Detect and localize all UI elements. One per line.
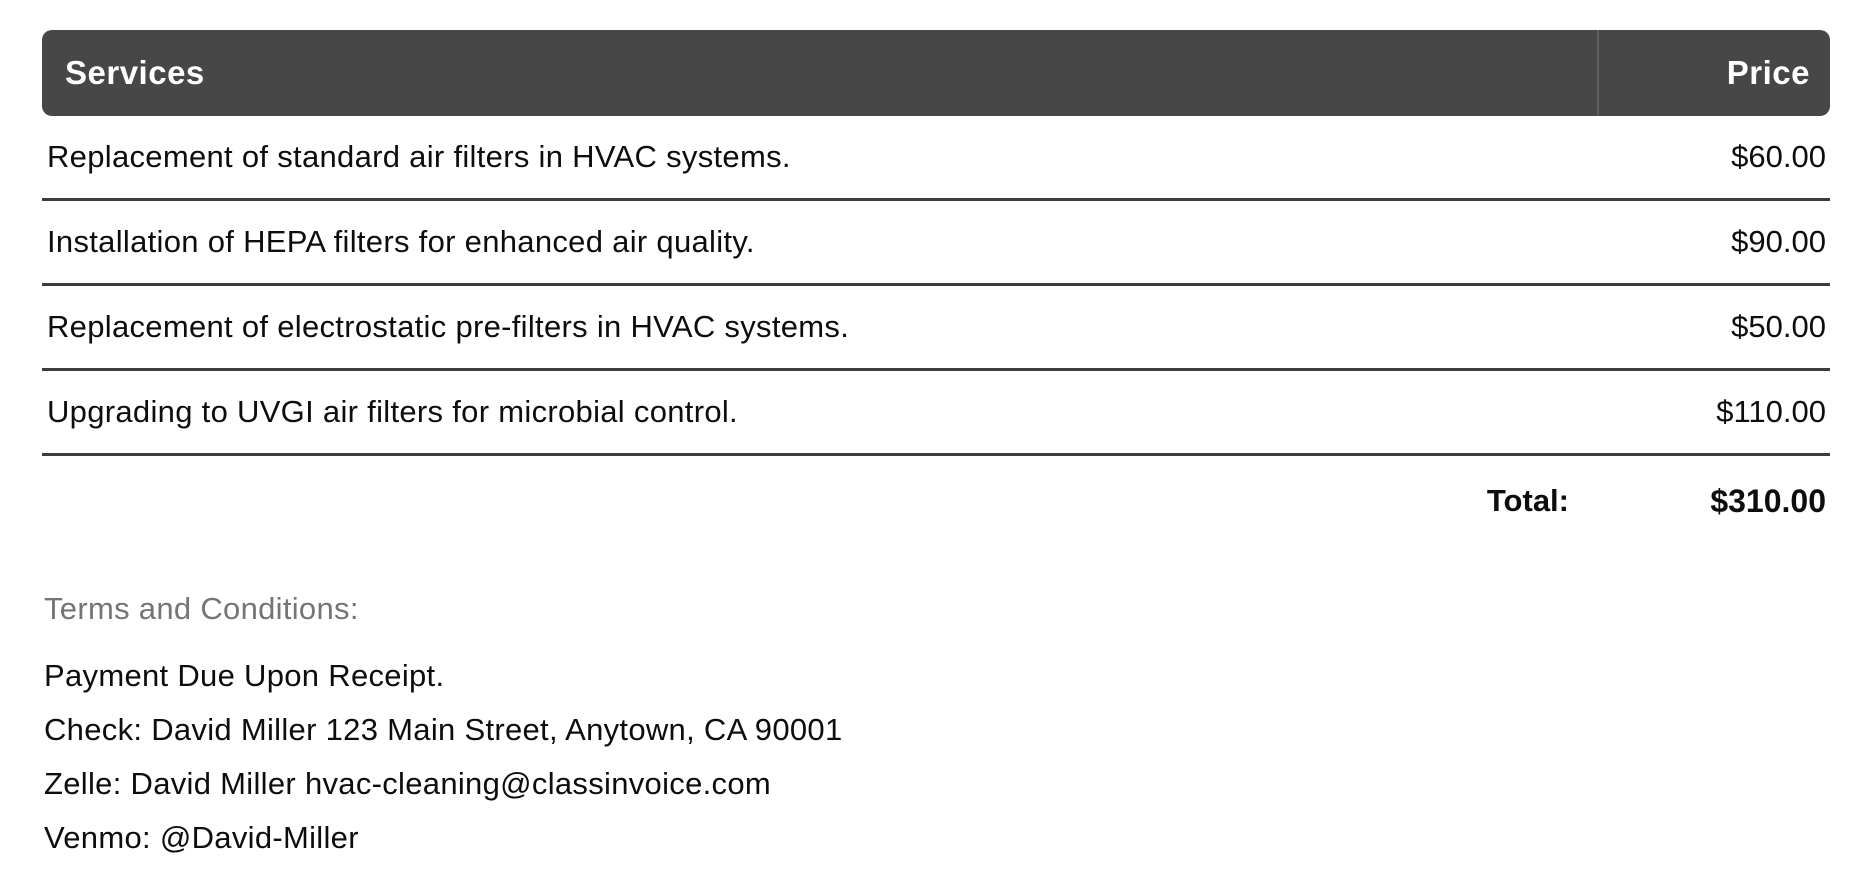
terms-line-payment: Payment Due Upon Receipt. <box>44 658 445 693</box>
total-row <box>42 456 1830 546</box>
service-description: Replacement of electrostatic pre-filters in HVAC systems. <box>47 309 850 344</box>
terms-and-conditions-section <box>42 591 1830 865</box>
terms-line-venmo: Venmo: @David-Miller <box>44 820 359 855</box>
table-row <box>42 286 1830 371</box>
total-value: $310.00 <box>1710 482 1826 519</box>
table-row <box>42 116 1830 201</box>
service-price: $90.00 <box>1731 224 1826 259</box>
services-column-header: Services <box>42 30 1599 116</box>
terms-line-zelle: Zelle: David Miller hvac-cleaning@classinvoice.com <box>44 766 772 801</box>
table-row <box>42 201 1830 286</box>
service-description: Upgrading to UVGI air filters for microbial control. <box>47 394 738 429</box>
services-table <box>42 30 1830 546</box>
terms-line-check: Check: David Miller 123 Main Street, Anytown, CA 90001 <box>44 712 843 747</box>
price-column-header: Price <box>1726 54 1810 91</box>
table-header-row <box>42 30 1830 116</box>
table-row <box>42 371 1830 456</box>
total-label: Total: <box>1486 483 1569 518</box>
service-description: Replacement of standard air filters in HVAC systems. <box>47 139 791 174</box>
service-price: $60.00 <box>1731 139 1826 174</box>
service-price: $110.00 <box>1716 394 1826 429</box>
terms-title: Terms and Conditions: <box>44 591 359 626</box>
service-description: Installation of HEPA filters for enhanced air quality. <box>47 224 755 259</box>
service-price: $50.00 <box>1731 309 1826 344</box>
